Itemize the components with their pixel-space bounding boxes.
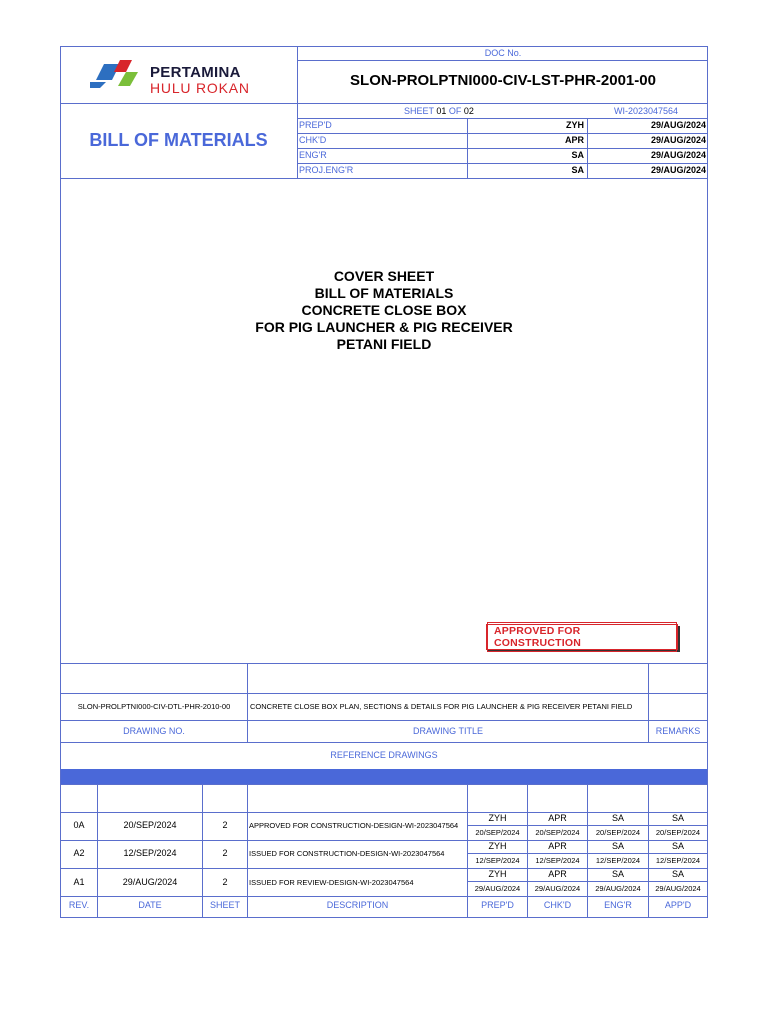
rev-app-date: 20/SEP/2024 xyxy=(655,828,701,837)
signoff-line-3 xyxy=(297,163,708,164)
rev-prep: ZYH xyxy=(488,813,507,823)
cover-title xyxy=(60,268,708,353)
rev-eng: SA xyxy=(611,841,624,851)
signoff-role: PREP'D xyxy=(299,120,332,130)
rev-chk-date: 20/SEP/2024 xyxy=(535,828,580,837)
ref-top-line xyxy=(60,663,708,664)
docno-label-line xyxy=(297,60,708,61)
ref-drawing-no: SLON-PROLPTNI000-CIV-DTL-PHR-2010-00 xyxy=(77,702,231,711)
doc-no-label: DOC No. xyxy=(484,48,522,58)
signoff-line-1 xyxy=(297,133,708,134)
header-divider xyxy=(297,46,298,179)
signoff-divider-1 xyxy=(467,118,468,178)
rev-description: APPROVED FOR CONSTRUCTION-DESIGN-WI-2023047564 xyxy=(249,821,459,830)
company-subname: HULU ROKAN xyxy=(150,80,250,96)
signoff-role: ENG'R xyxy=(299,150,327,160)
col-chkd: CHK'D xyxy=(543,900,572,910)
col-remarks: REMARKS xyxy=(655,726,701,736)
rev-sheet: 2 xyxy=(222,848,228,858)
signoff-divider-2 xyxy=(587,118,588,178)
sheet-label: SHEET xyxy=(404,106,434,116)
approval-stamp xyxy=(486,624,678,650)
signoff-name: APR xyxy=(564,135,584,145)
rev-app-date: 12/SEP/2024 xyxy=(655,856,701,865)
cover-line: BILL OF MATERIALS xyxy=(314,285,454,301)
signoff-role: PROJ.ENG'R xyxy=(299,165,354,175)
reference-drawings-label: REFERENCE DRAWINGS xyxy=(330,750,438,760)
rev-chk: APR xyxy=(548,813,567,823)
rev-eng: SA xyxy=(611,869,624,879)
col-description: DESCRIPTION xyxy=(326,900,389,910)
rev-prep-date: 29/AUG/2024 xyxy=(474,884,521,893)
sheet-indicator xyxy=(404,106,524,116)
rev-chk: APR xyxy=(548,841,567,851)
col-appd: APP'D xyxy=(664,900,692,910)
header-line xyxy=(60,103,708,104)
rev-eng-date: 29/AUG/2024 xyxy=(595,884,641,893)
pertamina-logo-icon xyxy=(90,58,146,88)
rev-sheet: 2 xyxy=(222,820,228,830)
cover-line: COVER SHEET xyxy=(333,268,435,284)
rev-number: A1 xyxy=(73,877,85,887)
rev-app: SA xyxy=(671,869,684,879)
rev-description: ISSUED FOR CONSTRUCTION-DESIGN-WI-2023047564 xyxy=(249,849,445,858)
rev-number: A2 xyxy=(73,848,85,858)
ref-line-2 xyxy=(60,720,708,721)
rev-date: 12/SEP/2024 xyxy=(123,848,177,858)
rev-number: 0A xyxy=(73,820,85,830)
signoff-date: 29/AUG/2024 xyxy=(650,120,706,130)
rev-prep-date: 12/SEP/2024 xyxy=(475,856,520,865)
rev-prep-date: 20/SEP/2024 xyxy=(475,828,520,837)
document-frame xyxy=(60,46,708,918)
rev-eng-date: 12/SEP/2024 xyxy=(595,856,641,865)
rev-app: SA xyxy=(671,813,684,823)
signoff-name: SA xyxy=(571,165,584,175)
doc-no: SLON-PROLPTNI000-CIV-LST-PHR-2001-00 xyxy=(350,72,656,89)
rev-line-4 xyxy=(60,896,708,897)
rev-date: 20/SEP/2024 xyxy=(123,820,177,830)
doc-title: BILL OF MATERIALS xyxy=(89,130,268,150)
signoff-name: ZYH xyxy=(566,120,584,130)
rev-date: 29/AUG/2024 xyxy=(122,877,178,887)
signoff-date: 29/AUG/2024 xyxy=(650,165,706,175)
rev-prep: ZYH xyxy=(488,869,507,879)
signoff-role: CHK'D xyxy=(299,135,327,145)
cover-line: FOR PIG LAUNCHER & PIG RECEIVER xyxy=(255,319,513,335)
ref-drawing-title: CONCRETE CLOSE BOX PLAN, SECTIONS & DETAILS FOR PIG LAUNCHER & PIG RECEIVER PETANI FIELD xyxy=(250,702,633,711)
company-name: PERTAMINA xyxy=(150,64,241,81)
rev-sheet: 2 xyxy=(222,877,228,887)
rev-eng: SA xyxy=(611,813,624,823)
cover-line: CONCRETE CLOSE BOX xyxy=(301,302,467,318)
title-block-bottom xyxy=(60,178,708,179)
rev-prep: ZYH xyxy=(488,841,507,851)
col-sheet: SHEET xyxy=(209,900,240,910)
rev-eng-date: 20/SEP/2024 xyxy=(595,828,641,837)
signoff-date: 29/AUG/2024 xyxy=(650,135,706,145)
col-drawing-title: DRAWING TITLE xyxy=(412,726,483,736)
sheet-of-label: OF xyxy=(448,106,462,116)
col-drawing-no: DRAWING NO. xyxy=(123,726,185,736)
sheet-row-line xyxy=(297,118,708,119)
rev-app: SA xyxy=(671,841,684,851)
sheet-current: 01 xyxy=(436,106,447,116)
rev-top-line xyxy=(60,784,708,785)
cover-line: PETANI FIELD xyxy=(336,336,432,352)
ref-line-1 xyxy=(60,693,708,694)
sheet-total: 02 xyxy=(463,106,474,116)
revision-header-bar xyxy=(61,769,707,784)
rev-chk-date: 29/AUG/2024 xyxy=(534,884,581,893)
company-logo xyxy=(90,56,270,96)
col-engr: ENG'R xyxy=(604,900,632,910)
signoff-line-2 xyxy=(297,148,708,149)
approval-stamp-text: APPROVED FOR CONSTRUCTION xyxy=(487,622,677,652)
wi-number: WI-2023047564 xyxy=(614,106,679,116)
rev-description: ISSUED FOR REVIEW-DESIGN-WI-2023047564 xyxy=(249,878,414,887)
signoff-name: SA xyxy=(571,150,584,160)
col-prepd: PREP'D xyxy=(481,900,514,910)
ref-line-3 xyxy=(60,742,708,743)
rev-chk: APR xyxy=(548,869,567,879)
rev-app-date: 29/AUG/2024 xyxy=(655,884,701,893)
signoff-date: 29/AUG/2024 xyxy=(650,150,706,160)
col-rev: REV. xyxy=(68,900,90,910)
rev-chk-date: 12/SEP/2024 xyxy=(535,856,580,865)
rev-col-divider xyxy=(247,784,248,917)
col-date: DATE xyxy=(138,900,162,910)
